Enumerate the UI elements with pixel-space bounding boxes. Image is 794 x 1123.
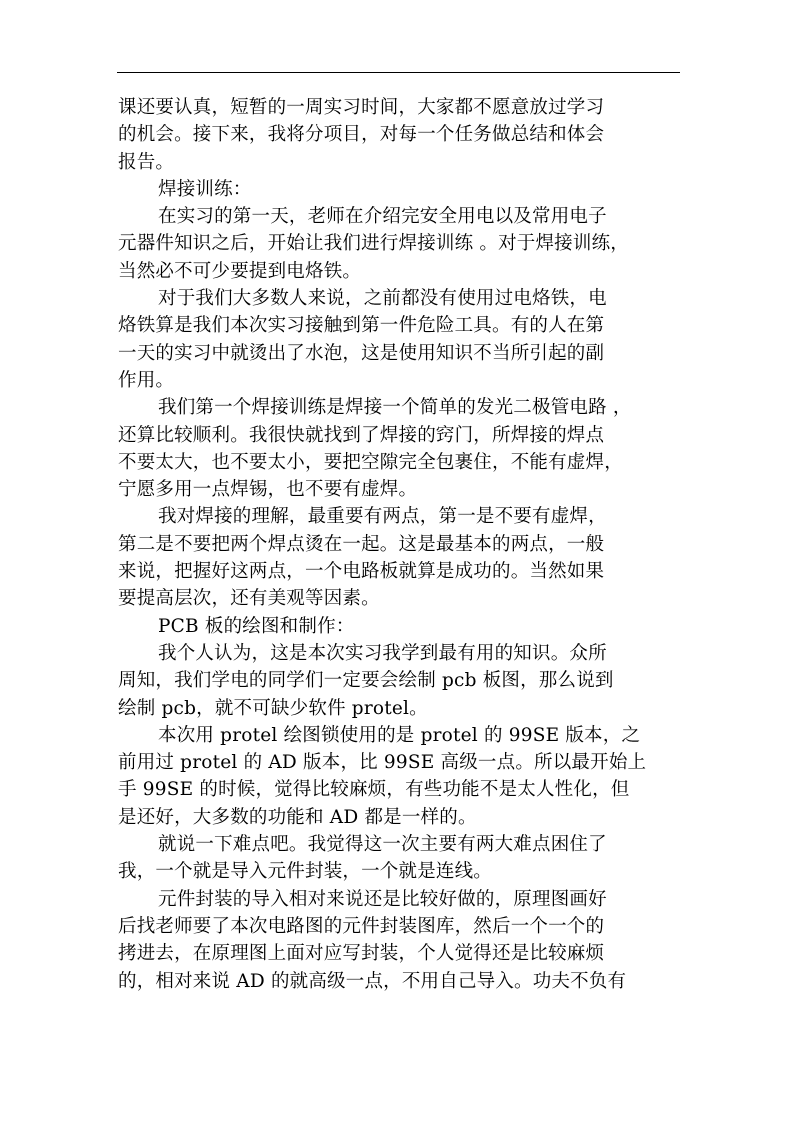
text-line: 前用过 protel 的 AD 版本，比 99SE 高级一点。所以最开始上: [118, 752, 647, 774]
text-line: 不要太大，也不要太小，要把空隙完全包裹住，不能有虚焊，: [118, 451, 623, 473]
text-line: 还算比较顺利。我很快就找到了焊接的窍门，所焊接的焊点: [118, 424, 605, 446]
text-line: 作用。: [118, 369, 175, 391]
text-line: 的机会。接下来，我将分项目，对每一个任务做总结和体会: [118, 124, 605, 146]
text-line: 手 99SE 的时候，觉得比较麻烦，有些功能不是太人性化，但: [118, 779, 630, 801]
text-line: 绘制 pcb，就不可缺少软件 protel。: [118, 697, 428, 719]
text-line: 报告。: [118, 151, 175, 173]
text-line: 拷进去，在原理图上面对应写封装，个人觉得还是比较麻烦: [118, 943, 605, 965]
text-line: 的，相对来说 AD 的就高级一点，不用自己导入。功夫不负有: [118, 970, 627, 992]
text-line: 是还好，大多数的功能和 AD 都是一样的。: [118, 806, 477, 828]
text-line: 周知，我们学电的同学们一定要会绘制 pcb 板图，那么说到: [118, 670, 614, 692]
text-line: 课还要认真，短暂的一周实习时间，大家都不愿意放过学习: [118, 97, 605, 118]
text-line: 我们第一个焊接训练是焊接一个简单的发光二极管电路 ，: [158, 397, 632, 419]
text-line: 后找老师要了本次电路图的元件封装图库，然后一个一个的: [118, 915, 605, 937]
text-line: 一天的实习中就烫出了水泡，这是使用知识不当所引起的副: [118, 342, 605, 364]
text-line: 在实习的第一天，老师在介绍完安全用电以及常用电子: [158, 206, 607, 228]
text-line: 来说，把握好这两点，一个电路板就算是成功的。当然如果: [118, 561, 605, 583]
header-rule: [117, 72, 680, 73]
text-line: 宁愿多用一点焊锡，也不要有虚焊。: [118, 479, 418, 501]
text-line: 元器件知识之后，开始让我们进行焊接训练 。对于焊接训练，: [118, 233, 629, 255]
text-line: 我，一个就是导入元件封装，一个就是连线。: [118, 861, 493, 883]
text-line: PCB 板的绘图和制作：: [158, 615, 355, 637]
text-line: 对于我们大多数人来说，之前都没有使用过电烙铁，电: [158, 288, 607, 310]
text-line: 焊接训练：: [158, 178, 252, 200]
text-line: 我个人认为，这是本次实习我学到最有用的知识。众所: [158, 642, 607, 664]
text-line: 就说一下难点吧。我觉得这一次主要有两大难点困住了: [158, 834, 607, 856]
text-line: 本次用 protel 绘图锁使用的是 protel 的 99SE 版本，之: [158, 724, 641, 746]
text-line: 第二是不要把两个焊点烫在一起。这是最基本的两点，一般: [118, 533, 605, 555]
text-line: 烙铁算是我们本次实习接触到第一件危险工具。有的人在第: [118, 315, 605, 337]
body-text: [118, 94, 682, 995]
text-line: 要提高层次，还有美观等因素。: [118, 588, 380, 610]
text-line: 我对焊接的理解，最重要有两点，第一是不要有虚焊，: [158, 506, 607, 528]
text-line: 当然必不可少要提到电烙铁。: [118, 260, 362, 282]
text-line: 元件封装的导入相对来说还是比较好做的，原理图画好: [158, 888, 607, 910]
